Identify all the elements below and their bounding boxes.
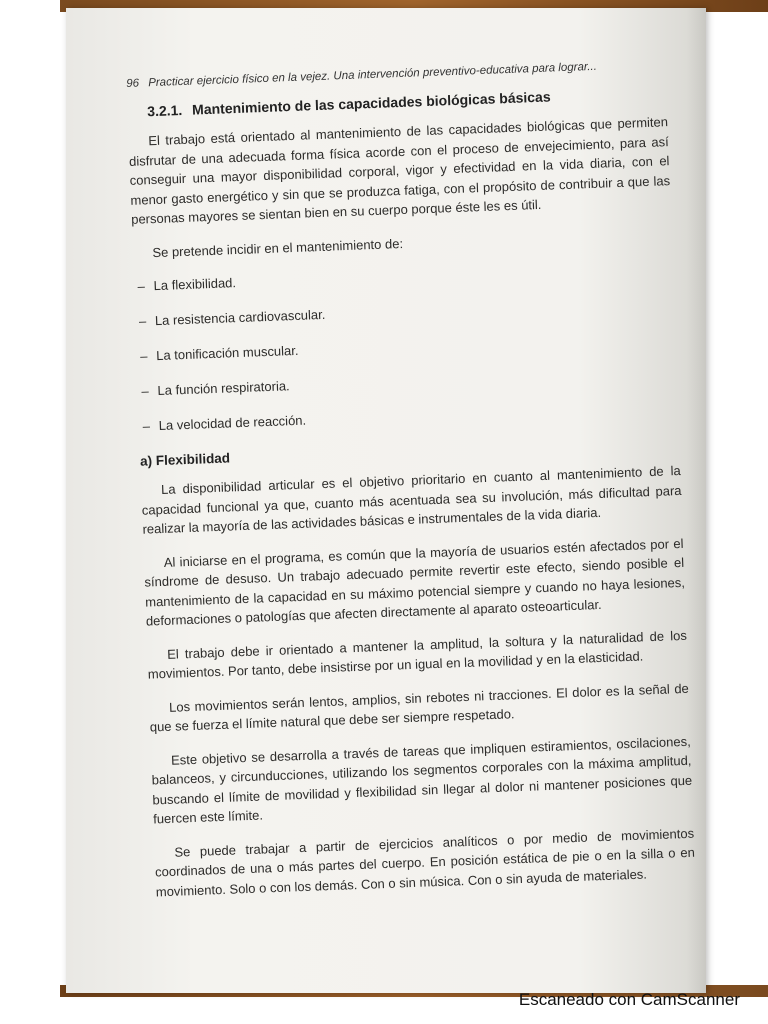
flex-paragraph: Este objetivo se desarrolla a través de tareas que impliquen estiramientos, oscilaciones, balanceos, y circunducciones, utilizando los segmentos corporales con la máxima amplitud, buscando el límite de movilidad y flexibilidad sin llegar al dolor ni mantener posiciones que fuercen este límite. [151, 733, 693, 827]
capacities-list [133, 257, 678, 436]
section-number: 3.2.1. [146, 101, 183, 120]
dash-marker: – [141, 383, 149, 399]
flex-paragraph: Los movimientos serán lentos, amplios, sin rebotes ni tracciones. El dolor es la señal de que se fuerza el límite natural que debe ser siempre respetado. [149, 680, 689, 735]
intro-paragraph: El trabajo está orientado al mantenimiento de las capacidades biológicas que permiten disfrutar de una adecuada forma física acorde con el proceso de envejecimiento, para así conseguir una mayor disponibilidad corporal, vigor y efectividad en la vida diaria, con el menor gasto energético y sin que se produzca fatiga, con el propósito de contribuir a que las personas mayores se sientan bien en su cuerpo porque éste les es útil. [128, 114, 671, 227]
section-heading [147, 84, 667, 119]
list-item-text: La función respiratoria. [157, 378, 290, 399]
list-item-text: La flexibilidad. [153, 275, 237, 294]
list-item-text: La resistencia cardiovascular. [154, 306, 326, 329]
running-head-text: Practicar ejercicio físico en la vejez. Una intervención preventivo-educativa para lograr... [147, 60, 598, 90]
book-page [66, 8, 706, 993]
dash-marker: – [137, 278, 146, 294]
dash-marker: – [142, 418, 151, 434]
list-lead-paragraph: Se pretende incidir en el mantenimiento de: [152, 235, 404, 260]
flex-paragraph: El trabajo debe ir orientado a mantener la amplitud, la soltura y la naturalidad de los movimientos. Por tanto, debe insistirse por un igual en la movilidad y en la elasticidad. [147, 627, 688, 682]
flex-paragraph: Se puede trabajar a partir de ejercicios analíticos o por medio de movimientos coordinados de una o más partes del cuerpo. En posición estática de pie o en la silla o en movimiento. Solo o con los demás. Con o sin música. Con o sin ayuda de materiales. [154, 825, 696, 899]
page-number: 96 [126, 77, 140, 90]
scanner-watermark: Escaneado con CamScanner [518, 990, 740, 1009]
flex-paragraph: La disponibilidad articular es el objetivo prioritario en cuanto al mantenimiento de la capacidad funcional ya que, cuanto más acentuada sea su involución, más dificultad para realizar la mayoría de las actividades básicas e instrumentales de la vida diaria. [141, 462, 682, 537]
list-item [142, 397, 678, 436]
list-item-text: La velocidad de reacción. [158, 412, 307, 434]
dash-marker: – [139, 348, 148, 364]
list-item [139, 292, 675, 331]
list-item [137, 257, 673, 296]
list-item [141, 362, 677, 401]
flex-paragraph: Al iniciarse en el programa, es común que la mayoría de usuarios estén afectados por el síndrome de desuso. Un trabajo adecuado permite revertir este efecto, siendo posible el mantenimiento de la capacidad en su máximo potencial siempre y cuando no haya lesiones, deformaciones o patologías que afecten directamente al aparato osteoarticular. [144, 535, 686, 629]
list-item-text: La tonificación muscular. [155, 342, 299, 364]
page-content [126, 58, 696, 915]
subsection-heading: a) Flexibilidad [139, 450, 231, 469]
section-title: Mantenimiento de las capacidades biológicas básicas [191, 88, 551, 118]
dash-marker: – [138, 313, 147, 329]
running-head [126, 58, 666, 90]
list-item [140, 327, 676, 366]
